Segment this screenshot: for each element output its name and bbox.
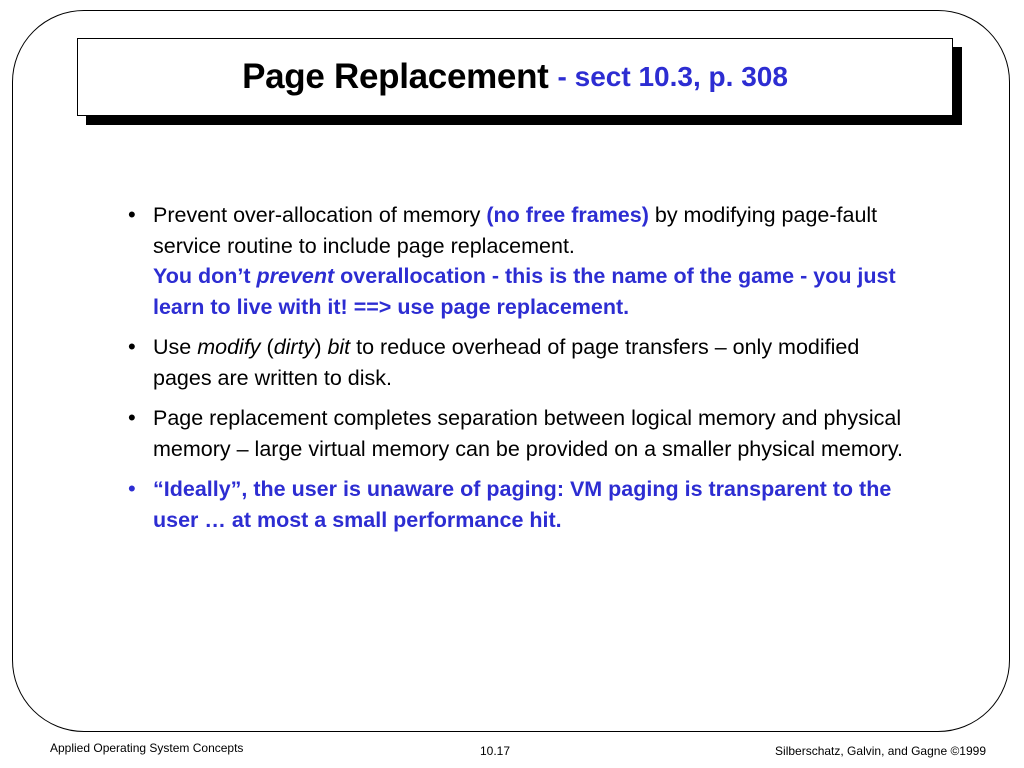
bullet-emphasis: dirty	[273, 335, 315, 359]
bullet-icon: •	[128, 334, 136, 359]
footer-page-number: 10.17	[480, 744, 511, 758]
bullet-text: to reduce overhead of page transfers – only modified pages are written to disk.	[153, 335, 860, 390]
bullet-list	[128, 200, 908, 545]
bullet-highlight: (no free frames)	[486, 203, 649, 227]
bullet-text: Page replacement completes separation between logical memory and physical memory – large virtual memory can be provided on a smaller physical memory.	[153, 406, 903, 461]
footer-copyright: Silberschatz, Galvin, and Gagne ©1999	[775, 744, 986, 758]
note-emphasis: prevent	[256, 264, 335, 288]
bullet-item	[128, 332, 908, 393]
slide-subtitle: - sect 10.3, p. 308	[557, 61, 788, 92]
bullet-emphasis: bit	[327, 335, 351, 359]
bullet-note	[153, 264, 896, 319]
bullet-item	[128, 474, 908, 535]
bullet-text: Prevent over-allocation of memory	[153, 203, 487, 227]
bullet-text: by modifying page-fault service routine to include page replacement.	[153, 203, 878, 258]
title-box	[77, 38, 953, 116]
note-text: You don’t	[153, 264, 257, 288]
bullet-text: )	[314, 335, 328, 359]
bullet-text: Use	[153, 335, 198, 359]
bullet-item	[128, 200, 908, 322]
bullet-emphasis: modify	[197, 335, 261, 359]
footer-course: Applied Operating System Concepts	[50, 741, 244, 755]
bullet-icon: •	[128, 405, 136, 430]
note-text: overallocation - this is the name of the game - you just learn to live with it! ==> use page replacement.	[153, 264, 896, 319]
slide-title: Page Replacement	[242, 57, 549, 96]
bullet-item	[128, 403, 908, 464]
bullet-icon: •	[128, 476, 136, 501]
bullet-text: (	[260, 335, 274, 359]
bullet-icon: •	[128, 202, 136, 227]
bullet-text: “Ideally”, the user is unaware of paging: VM paging is transparent to the user … at most a small performance hit.	[153, 477, 892, 532]
